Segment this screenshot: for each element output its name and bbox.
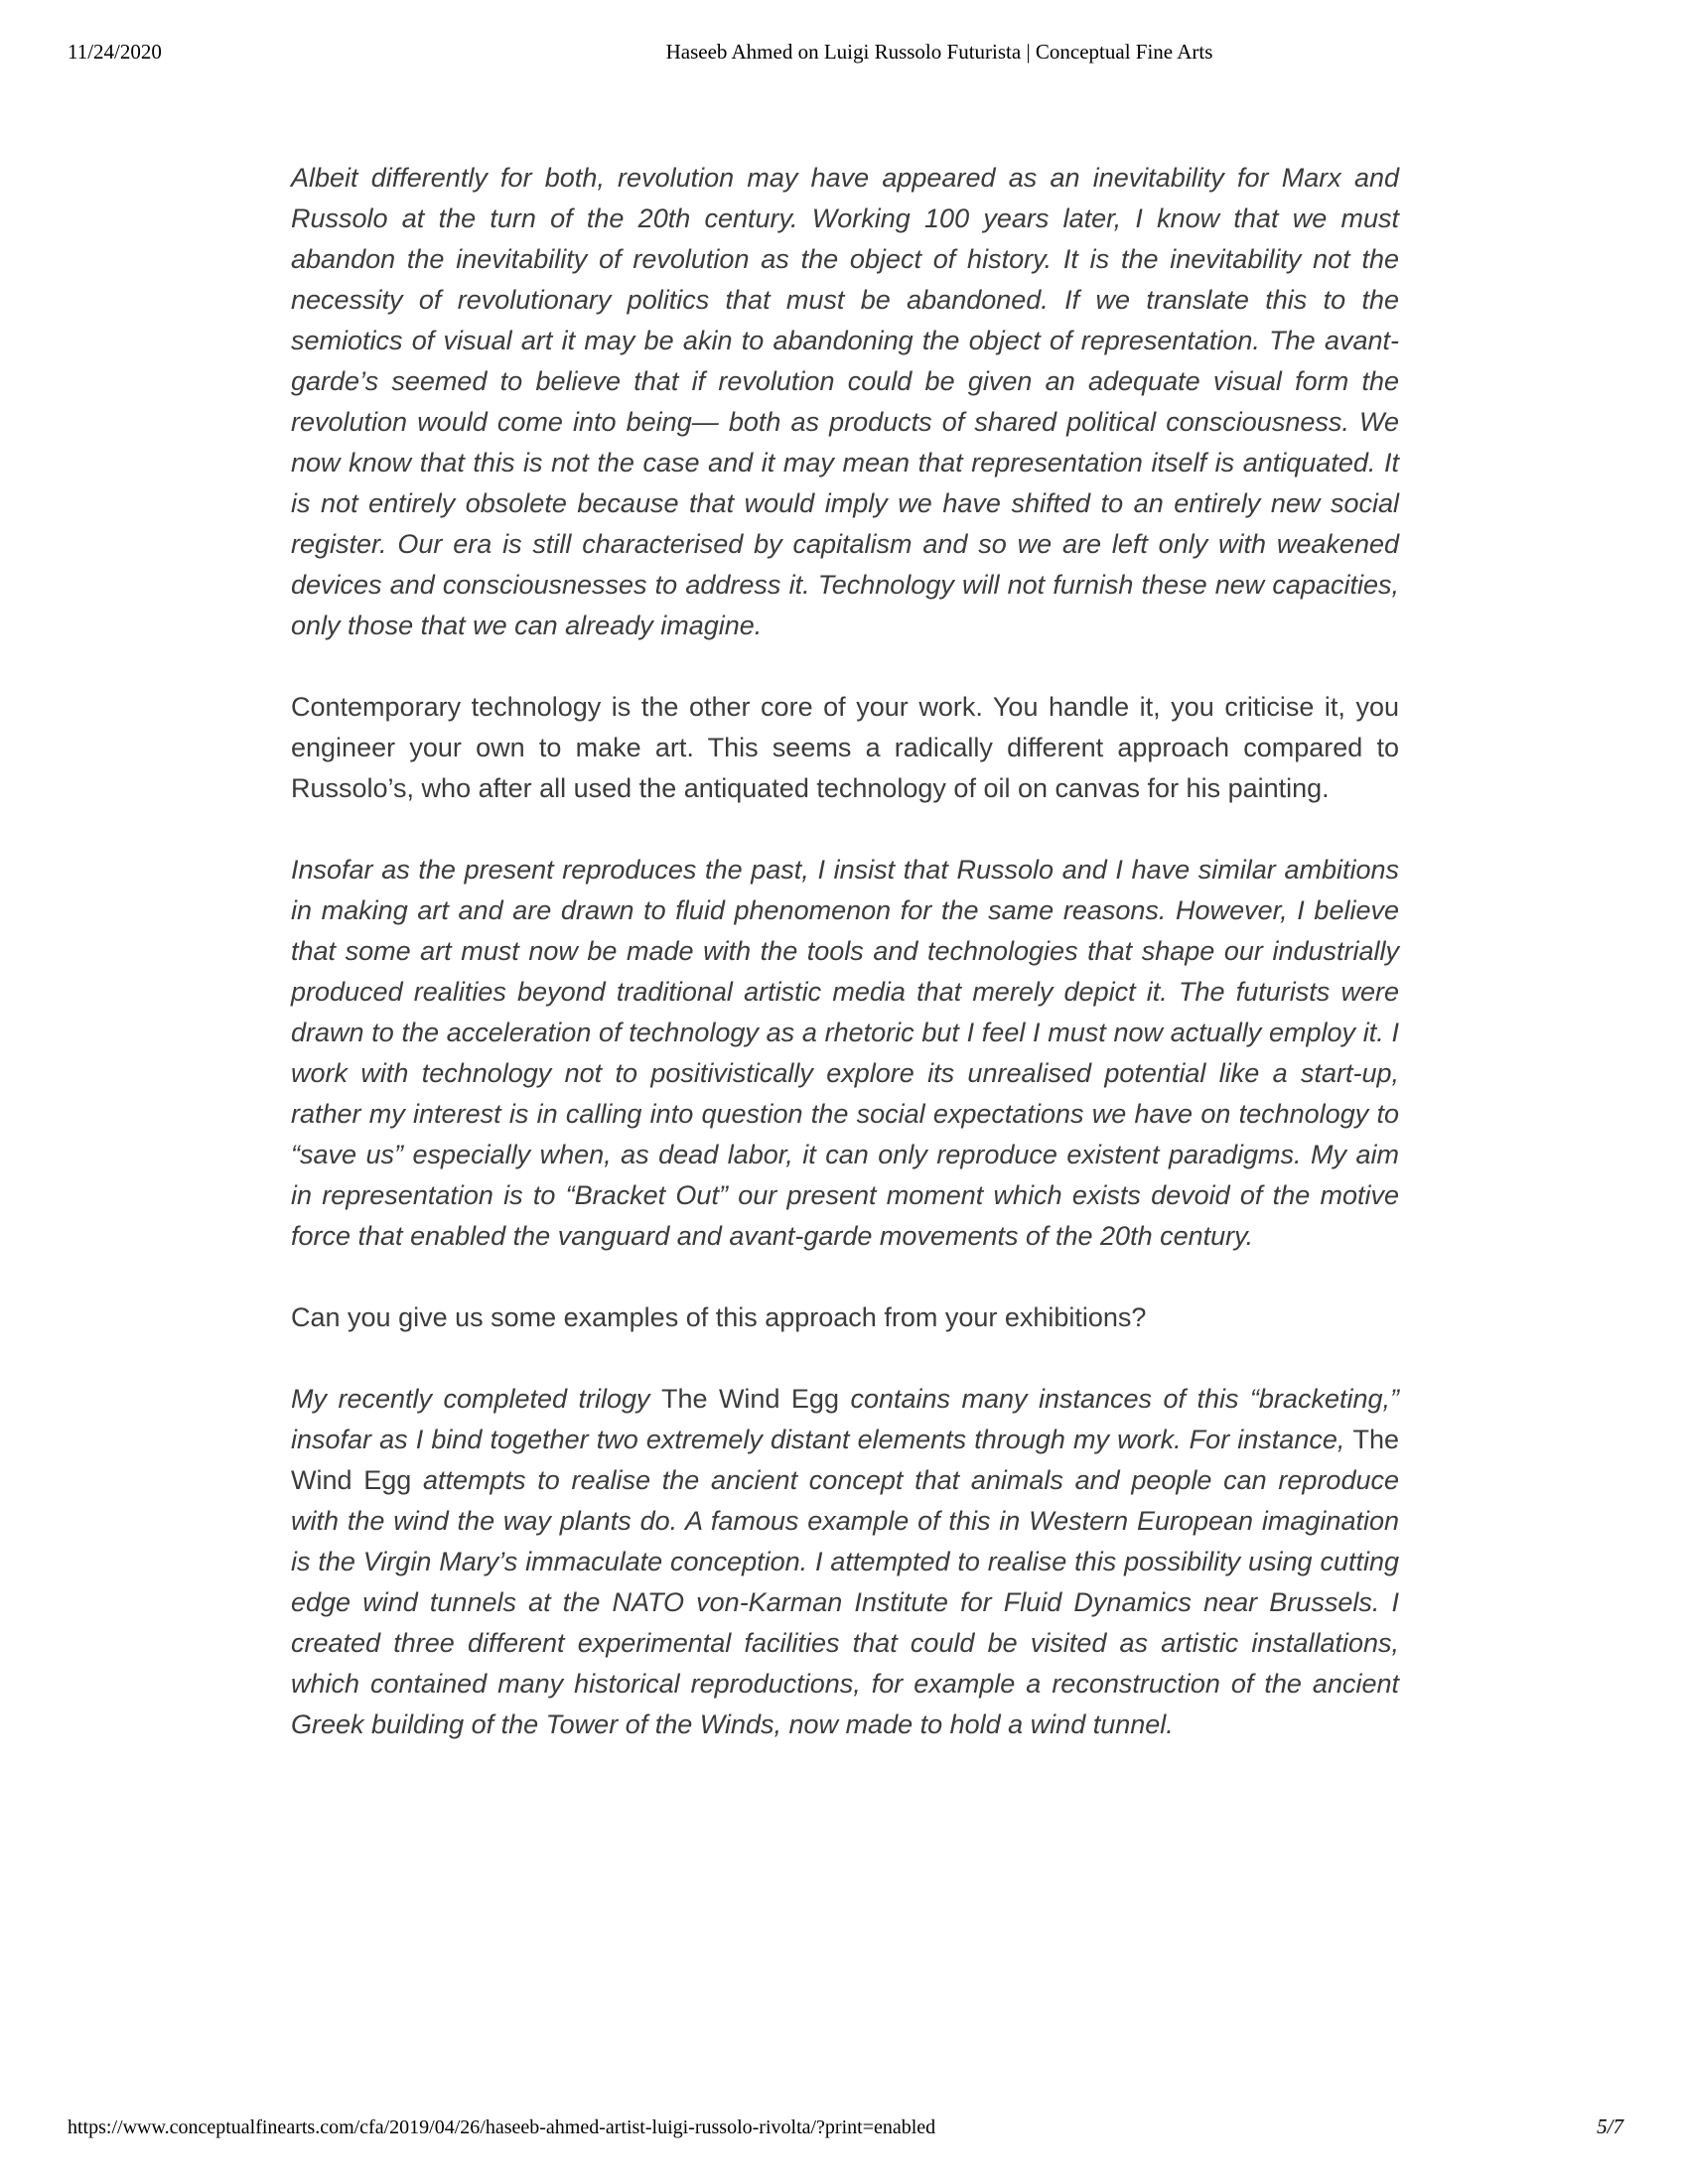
italic-text-segment: contains many instances of this “bracketing,” insofar as I bind together two extremely distant elements through my work. For instance, — [291, 1384, 1399, 1454]
italic-text-segment: attempts to realise the ancient concept that animals and people can reproduce with the wind the way plants do. A famous example of this in Western European imagination is the Virgin Mary’s immaculate conception. I attempted to realise this possibility using cutting edge wind tunnels at the NATO von-Karman Institute for Fluid Dynamics near Brussels. I created three different experimental facilities that could be visited as artistic installations, which contained many historical reproductions, for example a reconstruction of the ancient Greek building of the Tower of the Winds, now made to hold a wind tunnel. — [291, 1465, 1399, 1739]
footer-url: https://www.conceptualfinearts.com/cfa/2019/04/26/haseeb-ahmed-artist-luigi-russolo-rivolta/?print=enabled — [68, 2116, 936, 2138]
upright-text-segment: The Wind Egg — [660, 1384, 839, 1414]
page-indicator: 5/7 — [1597, 2115, 1623, 2138]
article-body — [291, 158, 1399, 1786]
italic-text-segment: Albeit differently for both, revolution may have appeared as an inevitability for Marx and Russolo at the turn of the 20th century. Working 100 years later, I know that we must abandon the inevitability of revolution as the object of history. It is the inevitability not the necessity of revolutionary politics that must be abandoned. If we translate this to the semiotics of visual art it may be akin to abandoning the object of representation. The avant-garde’s seemed to believe that if revolution could be given an adequate visual form the revolution would come into being— both as products of shared political consciousness. We now know that this is not the case and it may mean that representation itself is antiquated. It is not entirely obsolete because that would imply we have shifted to an entirely new social register. Our era is still characterised by capitalism and so we are left only with weakened devices and consciousnesses to address it. Technology will not furnish these new capacities, only those that we can already imagine. — [291, 163, 1399, 640]
header-title: Haseeb Ahmed on Luigi Russolo Futurista | Conceptual Fine Arts — [665, 40, 1213, 64]
upright-text-segment: The Wind Egg — [291, 1425, 1399, 1495]
italic-text-segment: Insofar as the present reproduces the past, I insist that Russolo and I have similar ambitions in making art and are drawn to fluid phenomenon for the same reasons. However, I believe that some art must now be made with the tools and technologies that shape our industrially produced realities beyond traditional artistic media that merely depict it. The futurists were drawn to the acceleration of technology as a rhetoric but I feel I must now actually employ it. I work with technology not to positivistically explore its unrealised potential like a start-up, rather my interest is in calling into question the social expectations we have on technology to “save us” especially when, as dead labor, it can only reproduce existent paradigms. My aim in representation is to “Bracket Out” our present moment which exists devoid of the motive force that enabled the vanguard and avant-garde movements of the 20th century. — [291, 855, 1399, 1251]
upright-text-segment: Contemporary technology is the other core of your work. You handle it, you criticise it, you engineer your own to make art. This seems a radically different approach compared to Russolo’s, who after all used the antiquated technology of oil on canvas for his painting. — [291, 692, 1399, 803]
paragraph-answer — [291, 850, 1399, 1257]
paragraph-question — [291, 687, 1399, 809]
paragraph-answer — [291, 1379, 1399, 1745]
upright-text-segment: Can you give us some examples of this approach from your exhibitions? — [291, 1302, 1147, 1332]
italic-text-segment: My recently completed trilogy — [291, 1384, 661, 1414]
header-date: 11/24/2020 — [68, 40, 162, 64]
paragraph-answer — [291, 158, 1399, 646]
paragraph-question — [291, 1297, 1399, 1338]
